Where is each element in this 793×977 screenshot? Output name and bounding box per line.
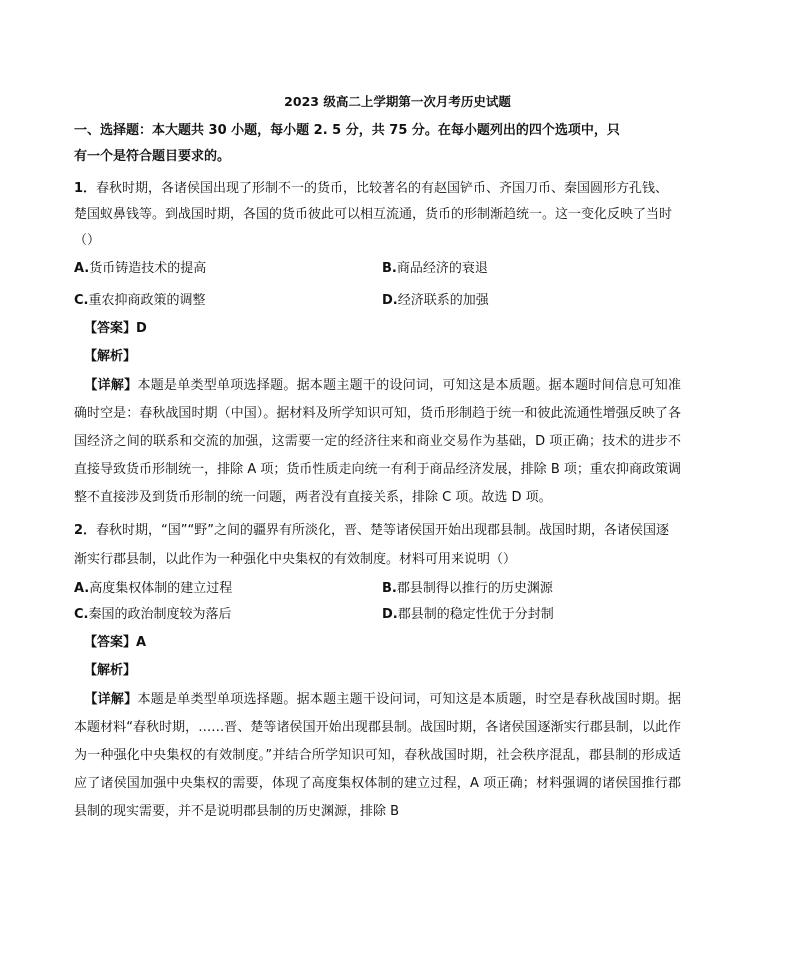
section-heading bbox=[74, 118, 681, 170]
question-2 bbox=[74, 516, 681, 826]
question-2-stem bbox=[74, 516, 681, 574]
option-key: D. bbox=[382, 607, 398, 622]
question-1-text: 春秋时期，各诸侯国出现了形制不一的货币，比较著名的有赵国铲币、齐国刀币、秦国圆形方孔钱、楚国蚁鼻钱等。到战国时期，各国的货币彼此可以相互流通，货币的形制渐趋统一。这一变化反映了当时（） bbox=[74, 181, 673, 248]
detail-tag: 【详解】 bbox=[84, 692, 138, 707]
option-key: C. bbox=[74, 293, 89, 308]
question-2-options bbox=[74, 576, 681, 628]
question-1-analysis-label: 【解析】 bbox=[84, 349, 137, 364]
option-text: 郡县制的稳定性优于分封制 bbox=[397, 607, 554, 622]
option-text: 秦国的政治制度较为落后 bbox=[88, 607, 232, 622]
option-key: B. bbox=[382, 581, 397, 596]
option-key: A. bbox=[74, 261, 90, 276]
detail-text: 本题是单类型单项选择题。据本题主题干设问词，可知这是本质题，时空是春秋战国时期。据本题材料“春秋时期，……晋、楚等诸侯国开始出现郡县制。战国时期，各诸侯国逐渐实行郡县制，以此作为一种强化中央集权的有效制度。”并结合所学知识可知，春秋战国时期，社会秩序混乱，郡县制的形成适应了诸侯国加强中央集权的需要，体现了高度集权体制的建立过程，A 项正确；材料强调的诸侯国推行郡县制的现实需要，并不是说明郡县制的历史渊源，排除 B bbox=[74, 692, 681, 819]
option-text: 商品经济的衰退 bbox=[396, 261, 488, 276]
question-1-option-c bbox=[74, 288, 382, 314]
question-1-option-d bbox=[382, 288, 681, 314]
option-text: 重农抑商政策的调整 bbox=[88, 293, 206, 308]
section-heading-line-1: 一、选择题：本大题共 30 小题，每小题 2. 5 分，共 75 分。在每小题列出的四个选项中，只 bbox=[74, 123, 620, 138]
question-2-option-d bbox=[382, 602, 681, 628]
detail-text: 本题是单类型单项选择题。据本题主题干的设问词，可知这是本质题。据本题时间信息可知准确时空是：春秋战国时期（中国）。据材料及所学知识可知，货币形制趋于统一和彼此流通性增强反映了各国经济之间的联系和交流的加强，这需要一定的经济往来和商业交易作为基础，D 项正确；技术的进步不直接导致货币形制统一，排除 A 项；货币性质走向统一有利于商品经济发展，排除 B 项；重农抑商政策调整不直接涉及到货币形制的统一问题，两者没有直接关系，排除 C 项。故选 D 项。 bbox=[74, 378, 681, 505]
question-1-answer: 【答案】D bbox=[84, 321, 147, 336]
question-1-detail bbox=[74, 372, 681, 512]
option-text: 郡县制得以推行的历史渊源 bbox=[396, 581, 553, 596]
question-1-option-b bbox=[382, 256, 681, 282]
question-2-analysis-label: 【解析】 bbox=[84, 663, 137, 678]
option-text: 经济联系的加强 bbox=[397, 293, 489, 308]
option-text: 高度集权体制的建立过程 bbox=[89, 581, 233, 596]
question-2-option-a bbox=[74, 576, 382, 602]
question-2-number: 2． bbox=[74, 523, 97, 538]
question-2-text: 春秋时期，“国”“野”之间的疆界有所淡化，晋、楚等诸侯国开始出现郡县制。战国时期，各诸侯国逐渐实行郡县制，以此作为一种强化中央集权的有效制度。材料可用来说明（） bbox=[74, 523, 669, 567]
question-1-stem bbox=[74, 176, 681, 254]
option-key: B. bbox=[382, 261, 397, 276]
question-2-answer: 【答案】A bbox=[84, 635, 147, 650]
question-1-number: 1． bbox=[74, 181, 97, 196]
option-key: D. bbox=[382, 293, 398, 308]
exam-title: 2023 级高二上学期第一次月考历史试题 bbox=[284, 94, 511, 109]
question-2-detail bbox=[74, 686, 681, 826]
question-1-option-a bbox=[74, 256, 382, 282]
section-heading-line-2: 有一个是符合题目要求的。 bbox=[74, 149, 231, 164]
option-text: 货币铸造技术的提高 bbox=[89, 261, 207, 276]
option-key: A. bbox=[74, 581, 90, 596]
option-key: C. bbox=[74, 607, 89, 622]
question-1 bbox=[74, 176, 681, 512]
question-2-option-b bbox=[382, 576, 681, 602]
question-2-option-c bbox=[74, 602, 382, 628]
question-1-options bbox=[74, 256, 681, 314]
detail-tag: 【详解】 bbox=[84, 378, 138, 393]
